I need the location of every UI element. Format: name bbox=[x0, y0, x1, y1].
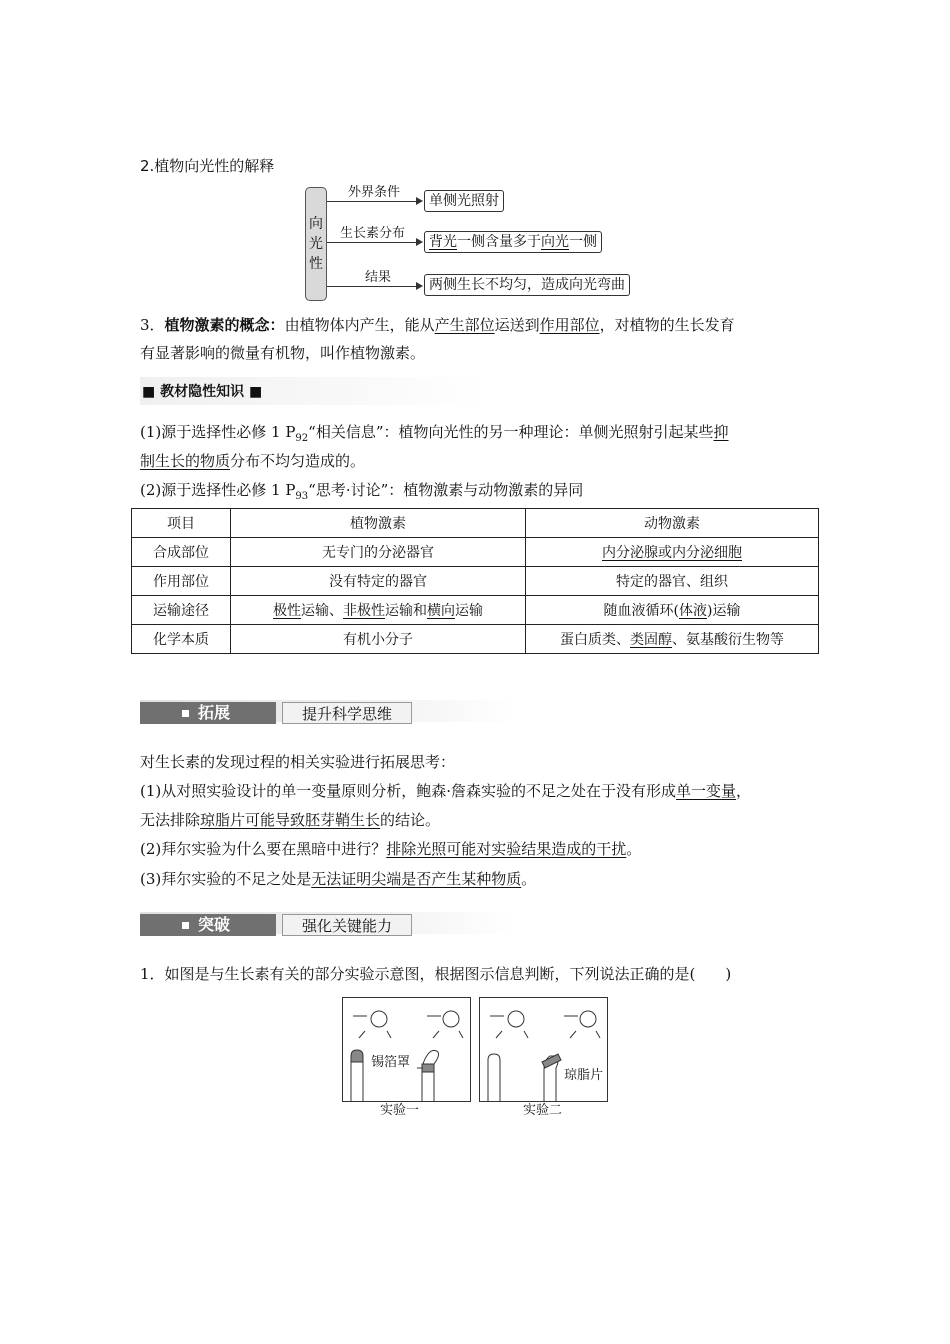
banner-dark-text: 突破 bbox=[198, 915, 231, 934]
agar-label: 琼脂片 bbox=[564, 1068, 604, 1083]
box-text: 一侧含量多于 bbox=[457, 234, 541, 250]
sun-icon bbox=[371, 1011, 387, 1027]
expand-intro: 对生长素的发现过程的相关实验进行拓展思考： bbox=[140, 753, 456, 771]
foil-label: 锡箔罩 bbox=[371, 1055, 411, 1070]
banner-light-label: 提升科学思维 bbox=[282, 702, 412, 724]
coleoptile bbox=[422, 1050, 439, 1101]
text: ， bbox=[736, 782, 752, 800]
vertical-char: 性 bbox=[309, 256, 323, 272]
experiment-1-caption: 实验一 bbox=[380, 1103, 420, 1118]
hormone-concept bbox=[140, 314, 820, 336]
table-cell: 没有特定的器官 bbox=[231, 567, 526, 596]
experiment-2-caption: 实验二 bbox=[523, 1103, 563, 1118]
table-cell: 有机小分子 bbox=[231, 625, 526, 654]
underlined-text: 体液 bbox=[679, 603, 707, 619]
table-header: 植物激素 bbox=[231, 509, 526, 538]
square-icon bbox=[182, 922, 189, 929]
expand-banner bbox=[140, 690, 516, 728]
text: 由植物体内产生，能从 bbox=[284, 316, 435, 334]
arrow-head-icon bbox=[416, 197, 423, 205]
text: 。 bbox=[626, 840, 642, 858]
table-header-row bbox=[132, 509, 819, 538]
text: 无法排除 bbox=[140, 811, 201, 829]
experiment-1-figure bbox=[342, 997, 471, 1102]
underlined-text: 排除光照可能对实验结果造成的干扰 bbox=[386, 840, 627, 858]
foil-cap bbox=[351, 1050, 363, 1062]
section-title: 2.植物向光性的解释 bbox=[140, 157, 275, 175]
table-cell bbox=[526, 625, 819, 654]
table-row bbox=[132, 596, 819, 625]
banner-dark-label bbox=[140, 702, 276, 724]
hidden-knowledge-title: ■ 教材隐性知识 ■ bbox=[142, 384, 263, 400]
arrow-line bbox=[327, 286, 416, 287]
expand-q1-line2 bbox=[140, 809, 440, 831]
table-cell: 特定的器官、组织 bbox=[526, 567, 819, 596]
underlined-text: 抑 bbox=[713, 423, 729, 441]
table-header: 动物激素 bbox=[526, 509, 819, 538]
branch-label: 生长素分布 bbox=[340, 226, 406, 241]
arrow-head-icon bbox=[416, 282, 423, 290]
text: 运输、 bbox=[301, 603, 343, 619]
table-cell: 合成部位 bbox=[132, 538, 231, 567]
table-row bbox=[132, 567, 819, 596]
underlined-text: 背光 bbox=[429, 234, 457, 250]
text: 随血液循环( bbox=[603, 603, 679, 619]
coleoptile bbox=[488, 1054, 500, 1101]
vertical-char: 向 bbox=[309, 216, 323, 232]
question-1: 1．如图是与生长素有关的部分实验示意图，根据图示信息判断，下列说法正确的是( ) bbox=[140, 965, 732, 983]
text: “思考·讨论”：植物激素与动物激素的异同 bbox=[308, 481, 584, 499]
sun-icon bbox=[508, 1011, 524, 1027]
table-cell bbox=[231, 596, 526, 625]
table-row bbox=[132, 538, 819, 567]
text: 运输 bbox=[455, 603, 483, 619]
hormone-comparison-table bbox=[131, 508, 819, 654]
underlined-text: 横向 bbox=[427, 603, 455, 619]
banner-light-label: 强化关键能力 bbox=[282, 914, 412, 936]
underlined-text: 产生部位 bbox=[434, 316, 495, 334]
text: 蛋白质类、 bbox=[560, 632, 630, 648]
table-cell: 无专门的分泌器官 bbox=[231, 538, 526, 567]
text: ，对植物的生长发育 bbox=[599, 316, 735, 334]
hidden-item-1 bbox=[140, 421, 820, 450]
item-number: 3． bbox=[140, 316, 165, 334]
experiment-2-figure bbox=[479, 997, 608, 1102]
table-cell bbox=[526, 538, 819, 567]
table-header: 项目 bbox=[132, 509, 231, 538]
hormone-concept-line2: 有显著影响的微量有机物，叫作植物激素。 bbox=[140, 344, 426, 362]
phototropism-box bbox=[305, 187, 327, 301]
expand-q3 bbox=[140, 868, 536, 890]
underlined-text: 内分泌腺或内分泌细胞 bbox=[602, 545, 742, 561]
hidden-item-1-line2 bbox=[140, 450, 365, 472]
underlined-text: 无法证明尖端是否产生某种物质 bbox=[311, 870, 522, 888]
expand-q2 bbox=[140, 838, 641, 860]
underlined-text: 极性 bbox=[273, 603, 301, 619]
text: (3)拜尔实验的不足之处是 bbox=[140, 870, 312, 888]
square-icon bbox=[182, 710, 189, 717]
text: (2)拜尔实验为什么要在黑暗中进行？ bbox=[140, 840, 387, 858]
text: 的结论。 bbox=[380, 811, 441, 829]
arrow-line bbox=[327, 201, 416, 202]
box-text: 一侧 bbox=[569, 234, 597, 250]
branch-box bbox=[424, 231, 602, 253]
page-subscript: 92 bbox=[295, 433, 309, 444]
branch-label: 结果 bbox=[365, 270, 392, 285]
underlined-text: 作用部位 bbox=[539, 316, 600, 334]
underlined-text: 单一变量 bbox=[676, 782, 737, 800]
text: 运输和 bbox=[385, 603, 427, 619]
text: 运送到 bbox=[494, 316, 540, 334]
sun-icon bbox=[443, 1011, 459, 1027]
text: )运输 bbox=[707, 603, 741, 619]
breakthrough-banner bbox=[140, 902, 516, 940]
experiment-1-drawing bbox=[343, 998, 470, 1101]
underlined-text: 制生长的物质 bbox=[140, 452, 231, 470]
vertical-char: 光 bbox=[309, 236, 323, 252]
branch-box: 两侧生长不均匀，造成向光弯曲 bbox=[424, 274, 630, 296]
text: 分布不均匀造成的。 bbox=[230, 452, 366, 470]
table-cell bbox=[526, 596, 819, 625]
text: 、氨基酸衍生物等 bbox=[672, 632, 784, 648]
sun-icon bbox=[580, 1011, 596, 1027]
text: (1)源于选择性必修 1 P bbox=[140, 423, 296, 441]
foil-band bbox=[422, 1064, 434, 1072]
arrow-head-icon bbox=[416, 238, 423, 246]
experiment-2-drawing bbox=[480, 998, 607, 1101]
table-cell: 作用部位 bbox=[132, 567, 231, 596]
underlined-text: 琼脂片可能导致胚芽鞘生长 bbox=[200, 811, 381, 829]
underlined-text: 向光 bbox=[541, 234, 569, 250]
expand-q1 bbox=[140, 780, 830, 802]
banner-dark-label bbox=[140, 914, 276, 936]
table-row bbox=[132, 625, 819, 654]
table-cell: 化学本质 bbox=[132, 625, 231, 654]
text: (2)源于选择性必修 1 P bbox=[140, 481, 296, 499]
concept-heading: 植物激素的概念： bbox=[164, 316, 285, 334]
branch-label: 外界条件 bbox=[348, 185, 401, 200]
arrow-line bbox=[327, 242, 416, 243]
banner-dark-text: 拓展 bbox=[198, 703, 231, 722]
underlined-text: 非极性 bbox=[343, 603, 385, 619]
table-cell: 运输途径 bbox=[132, 596, 231, 625]
text: 。 bbox=[521, 870, 537, 888]
hidden-item-2 bbox=[140, 479, 583, 508]
underlined-text: 类固醇 bbox=[630, 632, 672, 648]
text: (1)从对照实验设计的单一变量原则分析，鲍森·詹森实验的不足之处在于没有形成 bbox=[140, 782, 677, 800]
branch-box: 单侧光照射 bbox=[424, 190, 504, 212]
text: “相关信息”：植物向光性的另一种理论：单侧光照射引起某些 bbox=[308, 423, 714, 441]
page-subscript: 93 bbox=[295, 491, 309, 502]
